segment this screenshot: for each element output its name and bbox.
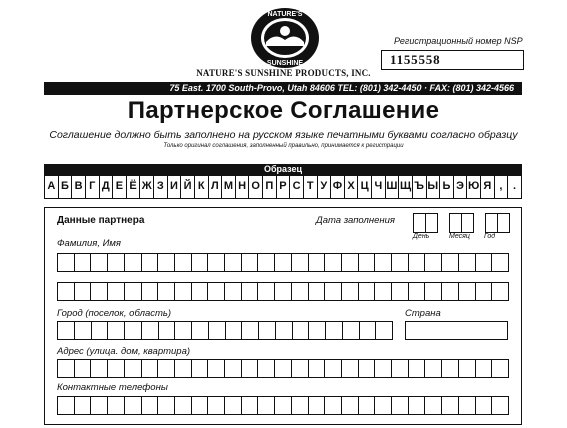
letter-cell[interactable] (360, 322, 377, 339)
document-subtitle: Соглашение должно быть заполнено на русском языке печатными буквами согласно образцу (49, 129, 518, 141)
letter-cell[interactable] (208, 360, 225, 377)
letter-cell[interactable] (325, 360, 342, 377)
letter-cell[interactable] (325, 254, 342, 271)
letter-cell[interactable] (192, 360, 209, 377)
sample-letter: Т (304, 176, 318, 198)
letter-cell[interactable] (175, 283, 192, 300)
letter-cell[interactable] (142, 283, 159, 300)
letter-cell[interactable] (409, 397, 426, 414)
letter-cell[interactable] (375, 283, 392, 300)
letter-cell[interactable] (225, 254, 242, 271)
sample-letter: З (154, 176, 168, 198)
letter-cell[interactable] (108, 322, 125, 339)
letter-cell[interactable] (392, 283, 409, 300)
letter-cell[interactable] (242, 322, 259, 339)
sample-letter: Л (209, 176, 223, 198)
letter-cell[interactable] (376, 322, 392, 339)
letter-cell[interactable] (108, 283, 125, 300)
registration-note: Только оригинал соглашения, заполненный правильно, принимается к регистрации (163, 143, 404, 149)
letter-cell[interactable] (442, 360, 459, 377)
letter-cell[interactable] (292, 360, 309, 377)
document-title: Партнерское Соглашение (127, 97, 440, 124)
letter-cell[interactable] (92, 322, 109, 339)
letter-cell[interactable] (125, 283, 142, 300)
letter-cell[interactable] (158, 360, 175, 377)
sample-letter: В (72, 176, 86, 198)
letter-cell[interactable] (492, 254, 508, 271)
letter-cell[interactable] (275, 360, 292, 377)
sample-letter: Д (100, 176, 114, 198)
year-label: Год (484, 233, 496, 240)
letter-cell[interactable] (142, 322, 159, 339)
letter-cell[interactable] (342, 360, 359, 377)
month-digit-2[interactable] (461, 213, 474, 233)
letter-cell[interactable] (91, 283, 108, 300)
letter-cell[interactable] (409, 254, 426, 271)
letter-cell[interactable] (125, 397, 142, 414)
name-field-row-1[interactable] (57, 253, 509, 272)
letter-cell[interactable] (242, 397, 259, 414)
city-field[interactable] (57, 321, 393, 340)
letter-cell[interactable] (258, 360, 275, 377)
country-field[interactable] (405, 321, 508, 340)
sample-letter: И (168, 176, 182, 198)
letter-cell[interactable] (459, 360, 476, 377)
letter-cell[interactable] (108, 254, 125, 271)
sample-letter: М (222, 176, 236, 198)
letter-cell[interactable] (442, 283, 459, 300)
letter-cell[interactable] (142, 254, 159, 271)
letter-cell[interactable] (492, 283, 508, 300)
month-label: Месяц (449, 233, 470, 240)
letter-cell[interactable] (459, 254, 476, 271)
svg-text:SUNSHINE: SUNSHINE (266, 60, 304, 67)
letter-cell[interactable] (209, 322, 226, 339)
letter-cell[interactable] (242, 360, 259, 377)
letter-cell[interactable] (175, 360, 192, 377)
letter-cell[interactable] (208, 397, 225, 414)
letter-cell[interactable] (91, 360, 108, 377)
letter-cell[interactable] (226, 322, 243, 339)
letter-cell[interactable] (192, 397, 209, 414)
letter-cell[interactable] (158, 254, 175, 271)
letter-cell[interactable] (425, 254, 442, 271)
sample-letter: Ё (127, 176, 141, 198)
letter-cell[interactable] (375, 254, 392, 271)
sample-letter: Г (86, 176, 100, 198)
sample-letter: Р (277, 176, 291, 198)
sample-letter: К (195, 176, 209, 198)
letter-cell[interactable] (108, 397, 125, 414)
letter-cell[interactable] (275, 397, 292, 414)
sample-letter: Щ (399, 176, 413, 198)
letter-cell[interactable] (58, 397, 75, 414)
day-digit-2[interactable] (425, 213, 438, 233)
letter-cell[interactable] (192, 254, 209, 271)
sample-letter: С (290, 176, 304, 198)
letter-cell[interactable] (225, 360, 242, 377)
letter-cell[interactable] (375, 360, 392, 377)
letter-cell[interactable] (292, 283, 309, 300)
letter-cell[interactable] (208, 283, 225, 300)
letter-cell[interactable] (75, 254, 92, 271)
letter-cell[interactable] (125, 360, 142, 377)
letter-cell[interactable] (259, 322, 276, 339)
registration-number-value: 1155558 (390, 52, 441, 67)
letter-cell[interactable] (276, 322, 293, 339)
letter-cell[interactable] (425, 283, 442, 300)
letter-cell[interactable] (58, 283, 75, 300)
letter-cell[interactable] (292, 254, 309, 271)
letter-cell[interactable] (91, 254, 108, 271)
letter-cell[interactable] (409, 360, 426, 377)
letter-cell[interactable] (442, 397, 459, 414)
letter-cell[interactable] (175, 254, 192, 271)
sample-letter: Ф (331, 176, 345, 198)
letter-cell[interactable] (175, 397, 192, 414)
letter-cell[interactable] (325, 283, 342, 300)
phones-field[interactable] (57, 396, 509, 415)
letter-cell[interactable] (309, 360, 326, 377)
letter-cell[interactable] (58, 322, 75, 339)
letter-cell[interactable] (342, 397, 359, 414)
sample-letter: Ш (386, 176, 400, 198)
phones-label: Контактные телефоны (57, 382, 168, 393)
sample-letter: Х (345, 176, 359, 198)
letter-cell[interactable] (75, 322, 92, 339)
letter-cell[interactable] (326, 322, 343, 339)
company-logo (247, 6, 323, 70)
letter-cell[interactable] (175, 322, 192, 339)
letter-cell[interactable] (142, 397, 159, 414)
sample-letter: Ж (140, 176, 154, 198)
letter-cell[interactable] (142, 360, 159, 377)
letter-cell[interactable] (425, 360, 442, 377)
letter-cell[interactable] (392, 360, 409, 377)
letter-cell[interactable] (125, 322, 142, 339)
letter-cell[interactable] (325, 397, 342, 414)
sample-letter: Н (236, 176, 250, 198)
letter-cell[interactable] (375, 397, 392, 414)
letter-cell[interactable] (58, 360, 75, 377)
sample-letter: У (318, 176, 332, 198)
letter-cell[interactable] (225, 397, 242, 414)
sample-letter: . (513, 180, 517, 192)
letter-cell[interactable] (476, 254, 493, 271)
letter-cell[interactable] (476, 283, 493, 300)
letter-cell[interactable] (459, 283, 476, 300)
sample-letter: , (495, 176, 509, 198)
letter-cell[interactable] (125, 254, 142, 271)
city-label: Город (поселок, область) (57, 308, 172, 319)
sample-letter: О (249, 176, 263, 198)
letter-cell[interactable] (425, 397, 442, 414)
letter-cell[interactable] (242, 283, 259, 300)
sample-letter: П (263, 176, 277, 198)
sample-letter: Я (481, 176, 495, 198)
sample-heading: Образец (44, 164, 522, 175)
letter-cell[interactable] (292, 397, 309, 414)
letter-cell[interactable] (342, 283, 359, 300)
company-name: NATURE'S SUNSHINE PRODUCTS, INC. (196, 68, 371, 78)
name-label: Фамилия, Имя (57, 238, 122, 249)
letter-cell[interactable] (293, 322, 310, 339)
letter-cell[interactable] (359, 360, 376, 377)
sample-letter: Б (59, 176, 73, 198)
letter-cell[interactable] (158, 283, 175, 300)
letter-cell[interactable] (309, 283, 326, 300)
letter-cell[interactable] (258, 283, 275, 300)
letter-cell[interactable] (225, 283, 242, 300)
sample-letter: Ю (467, 176, 481, 198)
svg-text:NATURE'S: NATURE'S (267, 11, 303, 18)
letter-cell[interactable] (108, 360, 125, 377)
fill-date-label: Дата заполнения (316, 215, 395, 226)
address-field[interactable] (57, 359, 509, 378)
letter-cell[interactable] (359, 254, 376, 271)
letter-cell[interactable] (258, 254, 275, 271)
year-digit-2[interactable] (497, 213, 510, 233)
letter-cell[interactable] (192, 322, 209, 339)
registration-number-label: Регистрационный номер NSP (394, 36, 523, 46)
letter-cell[interactable] (75, 360, 92, 377)
letter-cell[interactable] (476, 397, 493, 414)
letter-cell[interactable] (492, 360, 508, 377)
sample-letter: Ы (427, 176, 441, 198)
letter-cell[interactable] (442, 254, 459, 271)
letter-cell[interactable] (476, 360, 493, 377)
letter-cell[interactable] (343, 322, 360, 339)
letter-cell[interactable] (91, 397, 108, 414)
letter-cell[interactable] (359, 397, 376, 414)
sample-alphabet (44, 175, 522, 199)
letter-cell[interactable] (159, 322, 176, 339)
letter-cell[interactable] (242, 254, 259, 271)
letter-cell[interactable] (492, 397, 508, 414)
letter-cell[interactable] (459, 397, 476, 414)
partner-data-heading: Данные партнера (57, 215, 145, 226)
letter-cell[interactable] (409, 283, 426, 300)
sample-letter: Й (181, 176, 195, 198)
address-bar: 75 East. 1700 South-Provo, Utah 84606 TEL: (801) 342-4450 · FAX: (801) 342-4566 (44, 82, 522, 95)
sample-letter: Ц (358, 176, 372, 198)
sample-letter: Ь (440, 176, 454, 198)
letter-cell[interactable] (258, 397, 275, 414)
letter-cell[interactable] (309, 322, 326, 339)
letter-cell[interactable] (75, 397, 92, 414)
letter-cell[interactable] (359, 283, 376, 300)
letter-cell[interactable] (58, 254, 75, 271)
sample-letter: А (45, 176, 59, 198)
letter-cell[interactable] (392, 254, 409, 271)
letter-cell[interactable] (309, 397, 326, 414)
letter-cell[interactable] (208, 254, 225, 271)
sample-letter: Ч (372, 176, 386, 198)
letter-cell[interactable] (75, 283, 92, 300)
address-label: Адрес (улица. дом, квартира) (57, 346, 191, 357)
sample-letter: Е (113, 176, 127, 198)
letter-cell[interactable] (158, 397, 175, 414)
country-label: Страна (405, 308, 441, 319)
day-label: День (413, 233, 430, 240)
letter-cell[interactable] (192, 283, 209, 300)
letter-cell[interactable] (309, 254, 326, 271)
letter-cell[interactable] (275, 254, 292, 271)
sample-letter: Ъ (413, 176, 427, 198)
sample-letter: Э (454, 176, 468, 198)
name-field-row-2[interactable] (57, 282, 509, 301)
letter-cell[interactable] (342, 254, 359, 271)
letter-cell[interactable] (275, 283, 292, 300)
letter-cell[interactable] (392, 397, 409, 414)
